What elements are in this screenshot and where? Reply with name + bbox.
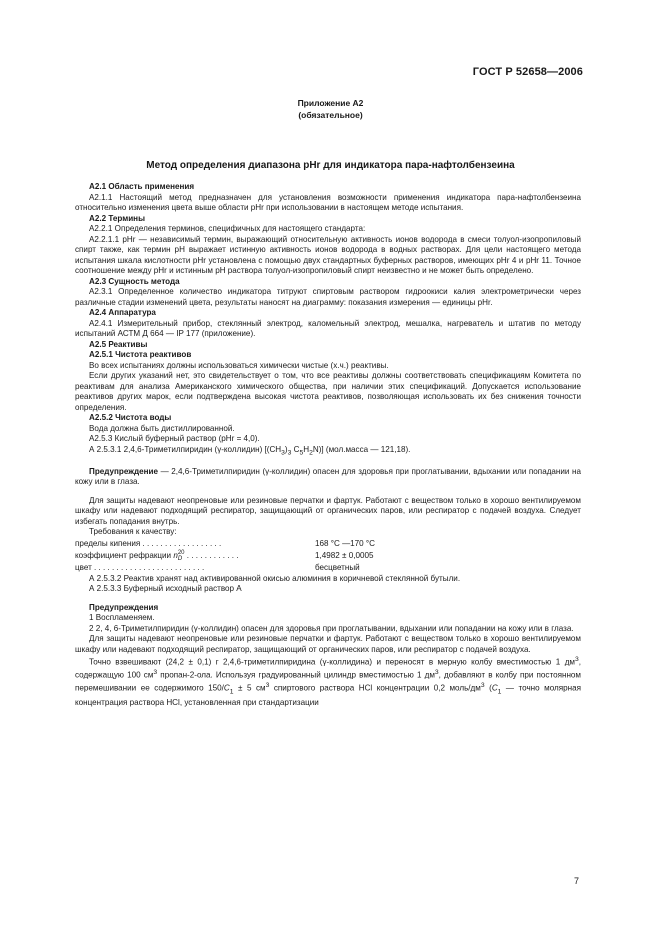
document-body — [75, 182, 581, 709]
paragraph: А2.3.1 Определенное количество индикатора титруют спиртовым раствором гидроокиси калия электрометрически через различные стадии изменений цвета, результаты наносят на диаграмму: показания измерения — единицы pHr. — [75, 287, 581, 307]
section-heading: А2.2 Термины — [89, 213, 145, 223]
appendix-title: Приложение А2 — [297, 98, 364, 108]
page-title: Метод определения диапазона pHr для индикатора пара-нафтолбензеина — [146, 160, 515, 171]
paragraph: А2.4.1 Измерительный прибор, стеклянный электрод, каломельный электрод, мешалка, нагреватель и штатив по методу испытаний АСТМ Д 664 — IP 177 (приложение). — [75, 318, 581, 338]
table-row — [75, 550, 375, 562]
paragraph: А 2.5.3.3 Буферный исходный раствор А — [89, 584, 242, 594]
paragraph: А2.5.3 Кислый буферный раствор (pHr = 4,0). — [89, 434, 260, 443]
paragraph: А2.2.1.1 pHr — независимый термин, выражающий относительную активность ионов водорода в смеси толуол-изопропиловый спирт также, как термин pH выражает истинную активность ионов водорода в водных растворах. Для цели настоящего метода испытания шкала кислотности pHr установлена с помощью двух стандартных буферных растворов, имеющих pHr 4 и pHr 11. Точное соотношение между pHr и истинным pH раствора толуол-изопропиловый спирт неизвестно и не может быть определено. — [75, 234, 581, 275]
document-header: ГОСТ Р 52658—2006 — [472, 66, 583, 78]
paragraph: Точно взвешивают (24,2 ± 0,1) г 2,4,6-триметилпиридина (γ-коллидина) и переносят в мерную колбу вместимостью 1 $дм^3$, содержащую 100 $см^3$ пропан-2-ола. Используя градуированный цилиндр вместимостью 1 $дм^3$, добавляют в колбу при постоянном перемешивании ее содержимого $150/C_1 \pm 5$ $см^3$ спиртового раствора HCl концентрации 0,2 моль/$дм^3$ ($C_1$ — точно молярная концентрация раствора HCl, установленная при стандартизации — [75, 656, 582, 708]
page-number: 7 — [573, 876, 579, 886]
warning-paragraph: Предупреждение — 2,4,6-Триметилпиридин (γ-коллидин) опасен для здоровья при проглатывании, вдыхании или попадании на кожу или в глаза. — [75, 466, 581, 487]
subsection-heading: А2.5.2 Чистота воды — [89, 413, 172, 422]
subsection-heading: А2.5.1 Чистота реактивов — [89, 350, 192, 359]
property-name: коэффициент рефракции n 20 D . . . . . . . . . . . . — [75, 549, 239, 562]
paragraph: Вода должна быть дистиллированной. — [89, 423, 235, 433]
section-heading: А2.5 Реактивы — [89, 339, 148, 349]
appendix-status: (обязательное) — [298, 110, 363, 120]
paragraph: Во всех испытаниях должны использоваться химически чистые (х.ч.) реактивы. — [89, 360, 389, 370]
section-heading: А2.4 Аппаратура — [89, 308, 156, 317]
warnings-heading: Предупреждения — [89, 602, 159, 612]
warning-label: Предупреждение — [89, 466, 158, 476]
table-row — [75, 562, 375, 574]
property-name: пределы кипения . . . . . . . . . . . . . . . . . . — [75, 539, 222, 549]
paragraph: 2 2, 4, 6-Триметилпиридин (γ-коллидин) опасен для здоровья при проглатывании, вдыхании или попадании на кожу или в глаза. — [89, 623, 574, 633]
formula-paragraph: А 2.5.3.1 2,4,6-Триметилпиридин (γ-коллидин) [$(CH_3)_3$ $C_5H_2N$)] (мол.масса — 121,18). — [89, 444, 411, 457]
section-heading: А2.3 Сущность метода — [89, 276, 180, 286]
section-heading: А2.1 Область применения — [89, 182, 195, 191]
paragraph: А 2.5.3.2 Реактив хранят над активированной окисью алюминия в коричневой стеклянной бутыли. — [89, 573, 461, 583]
paragraph: Требования к качеству: — [89, 527, 177, 537]
property-value: 1,4982 ± 0,0005 — [315, 551, 374, 561]
paragraph: Для защиты надевают неопреновые или резиновые перчатки и фартук. Работают с веществом только в хорошо вентилируемом шкафу или надевают подходящий респиратор, защищающий от органических паров, или респиратор с подачей воздуха. — [75, 634, 581, 654]
property-value: 168 °С —170 °С — [315, 539, 376, 549]
paragraph: Для защиты надевают неопреновые или резиновые перчатки и фартук. Работают с веществом только в хорошо вентилируемом шкафу или надевают подходящий респиратор, защищающий от органических паров, или респиратор с подачей воздуха. Следует избегать попадания внутрь. — [75, 495, 581, 526]
property-name: цвет . . . . . . . . . . . . . . . . . . . . . . . . . — [75, 563, 205, 573]
properties-table — [75, 538, 375, 574]
property-value: бесцветный — [315, 563, 360, 573]
paragraph: Если других указаний нет, это свидетельствует о том, что все реактивы должны соответствовать спецификациям Комитета по реактивам для анализа Американского химического общества, при наличии этих спецификаций. Допускается использование реактивов других марок, если подтверждена высокая чистота реактивов, позволяющая использовать их без снижения точности определения. — [75, 371, 581, 412]
table-row — [75, 538, 375, 550]
paragraph: А2.1.1 Настоящий метод предназначен для установления возможности применения индикатора пара-нафтолбензеина относительно изменения цвета выше области pHr при использовании в настоящем методе испытания. — [75, 192, 581, 212]
paragraph: А2.2.1 Определения терминов, специфичных для настоящего стандарта: — [89, 224, 366, 233]
paragraph: 1 Воспламеняем. — [89, 613, 155, 623]
